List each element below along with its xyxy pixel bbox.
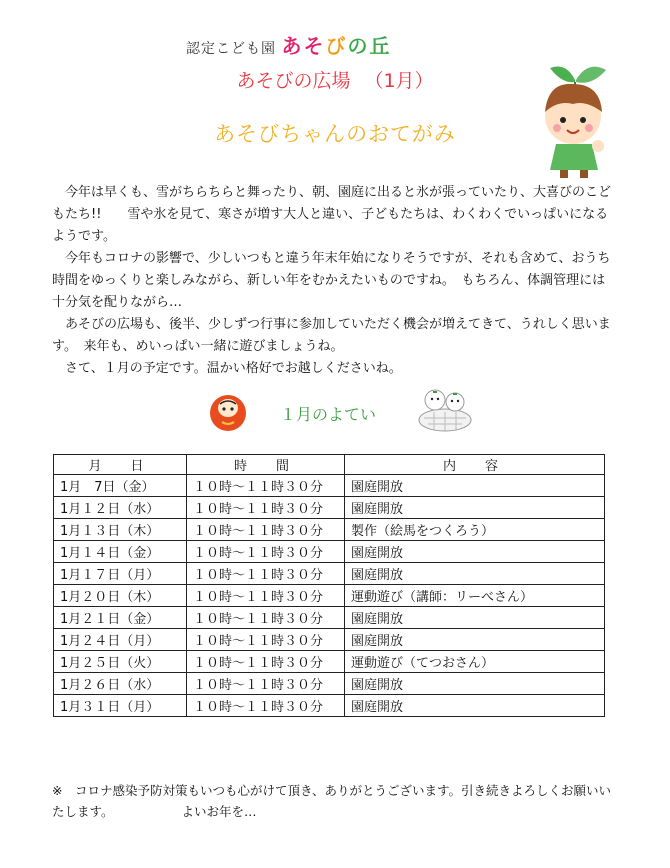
table-row: [54, 519, 605, 541]
footer-note: [52, 780, 622, 822]
cell-content: 運動遊び（てつおさん）: [345, 651, 605, 673]
cell-date: 1月１２日（水）: [54, 497, 187, 519]
cell-content: 園庭開放: [345, 563, 605, 585]
closing-text: よいお年を…: [181, 804, 257, 819]
cell-date: 1月１４日（金）: [54, 541, 187, 563]
cell-content: 園庭開放: [345, 541, 605, 563]
cell-content: 製作（絵馬をつくろう）: [345, 519, 605, 541]
cell-content: 園庭開放: [345, 695, 605, 717]
cell-time: １０時～１１時３０分: [187, 695, 345, 717]
school-prefix: 認定こども園: [186, 41, 276, 57]
cell-time: １０時～１１時３０分: [187, 651, 345, 673]
paragraph: 今年は早くも、雪がちらちらと舞ったり、朝、園庭に出ると氷が張っていたり、大喜びのこどもたち!! 雪や氷を見て、寒さが増す大人と違い、子どもたちは、わくわくでいっぱいになるようです。: [52, 185, 612, 244]
title-month: （1月）: [364, 70, 434, 92]
table-row: [54, 607, 605, 629]
school-name-part-2: び: [325, 34, 348, 58]
cell-time: １０時～１１時３０分: [187, 585, 345, 607]
cell-date: 1月１３日（木）: [54, 519, 187, 541]
paragraph: 今年もコロナの影響で、少しいつもと違う年末年始になりそうですが、それも含めて、おうち時間をゆっくりと楽しみながら、新しい年をむかえたいものですね。 もちろん、体調管理には十分気を配りながら…: [52, 251, 611, 310]
cell-date: 1月２４日（月）: [54, 629, 187, 651]
cell-time: １０時～１１時３０分: [187, 629, 345, 651]
cell-time: １０時～１１時３０分: [187, 607, 345, 629]
title-text: あそびの広場: [236, 70, 351, 92]
table-row: [54, 673, 605, 695]
cell-time: １０時～１１時３０分: [187, 519, 345, 541]
daruma-icon: [208, 390, 248, 432]
letter-body: [52, 182, 617, 380]
cell-time: １０時～１１時３０分: [187, 541, 345, 563]
cell-content: 園庭開放: [345, 475, 605, 497]
cell-date: 1月２０日（木）: [54, 585, 187, 607]
school-logo: [186, 30, 391, 59]
cell-date: 1月２１日（金）: [54, 607, 187, 629]
table-row: [54, 475, 605, 497]
cell-content: 園庭開放: [345, 607, 605, 629]
table-header-row: [54, 455, 605, 475]
cell-time: １０時～１１時３０分: [187, 673, 345, 695]
cell-time: １０時～１１時３０分: [187, 475, 345, 497]
schedule-heading: １月のよてい: [280, 405, 377, 424]
cell-date: 1月１７日（月）: [54, 563, 187, 585]
note-text: ※ コロナ感染予防対策もいつも心がけて頂き、ありがとうございます。引き続きよろしくお願いいたします。: [52, 783, 611, 819]
cell-content: 園庭開放: [345, 497, 605, 519]
table-row: [54, 651, 605, 673]
snowman-icon: [416, 380, 474, 432]
page-subtitle: あそびちゃんのおてがみ: [214, 122, 456, 146]
table-row: [54, 585, 605, 607]
cell-time: １０時～１１時３０分: [187, 497, 345, 519]
cell-content: 運動遊び（講師：リーべさん）: [345, 585, 605, 607]
table-row: [54, 695, 605, 717]
school-name: [281, 34, 391, 58]
school-name-part-3: の丘: [347, 34, 392, 58]
column-header-date: 月 日: [54, 455, 187, 475]
mascot-illustration: [536, 60, 614, 180]
cell-date: 1月２５日（火）: [54, 651, 187, 673]
paragraph: あそびの広場も、後半、少しずつ行事に参加していただく機会が増えてきて、うれしく思います。 来年も、めいっぱい一緒に遊びましょうね。: [52, 317, 611, 354]
schedule-table: [53, 454, 605, 717]
table-row: [54, 629, 605, 651]
paragraph: さて、１月の予定です。温かい格好でお越しくださいね。: [65, 361, 402, 376]
cell-content: 園庭開放: [345, 629, 605, 651]
cell-date: 1月２６日（水）: [54, 673, 187, 695]
table-row: [54, 497, 605, 519]
school-name-part-1: あそ: [281, 34, 326, 58]
cell-content: 園庭開放: [345, 673, 605, 695]
column-header-time: 時 間: [187, 455, 345, 475]
table-row: [54, 541, 605, 563]
table-row: [54, 563, 605, 585]
cell-time: １０時～１１時３０分: [187, 563, 345, 585]
cell-date: 1月３１日（月）: [54, 695, 187, 717]
cell-date: 1月 7日（金）: [54, 475, 187, 497]
column-header-content: 内 容: [345, 455, 605, 475]
